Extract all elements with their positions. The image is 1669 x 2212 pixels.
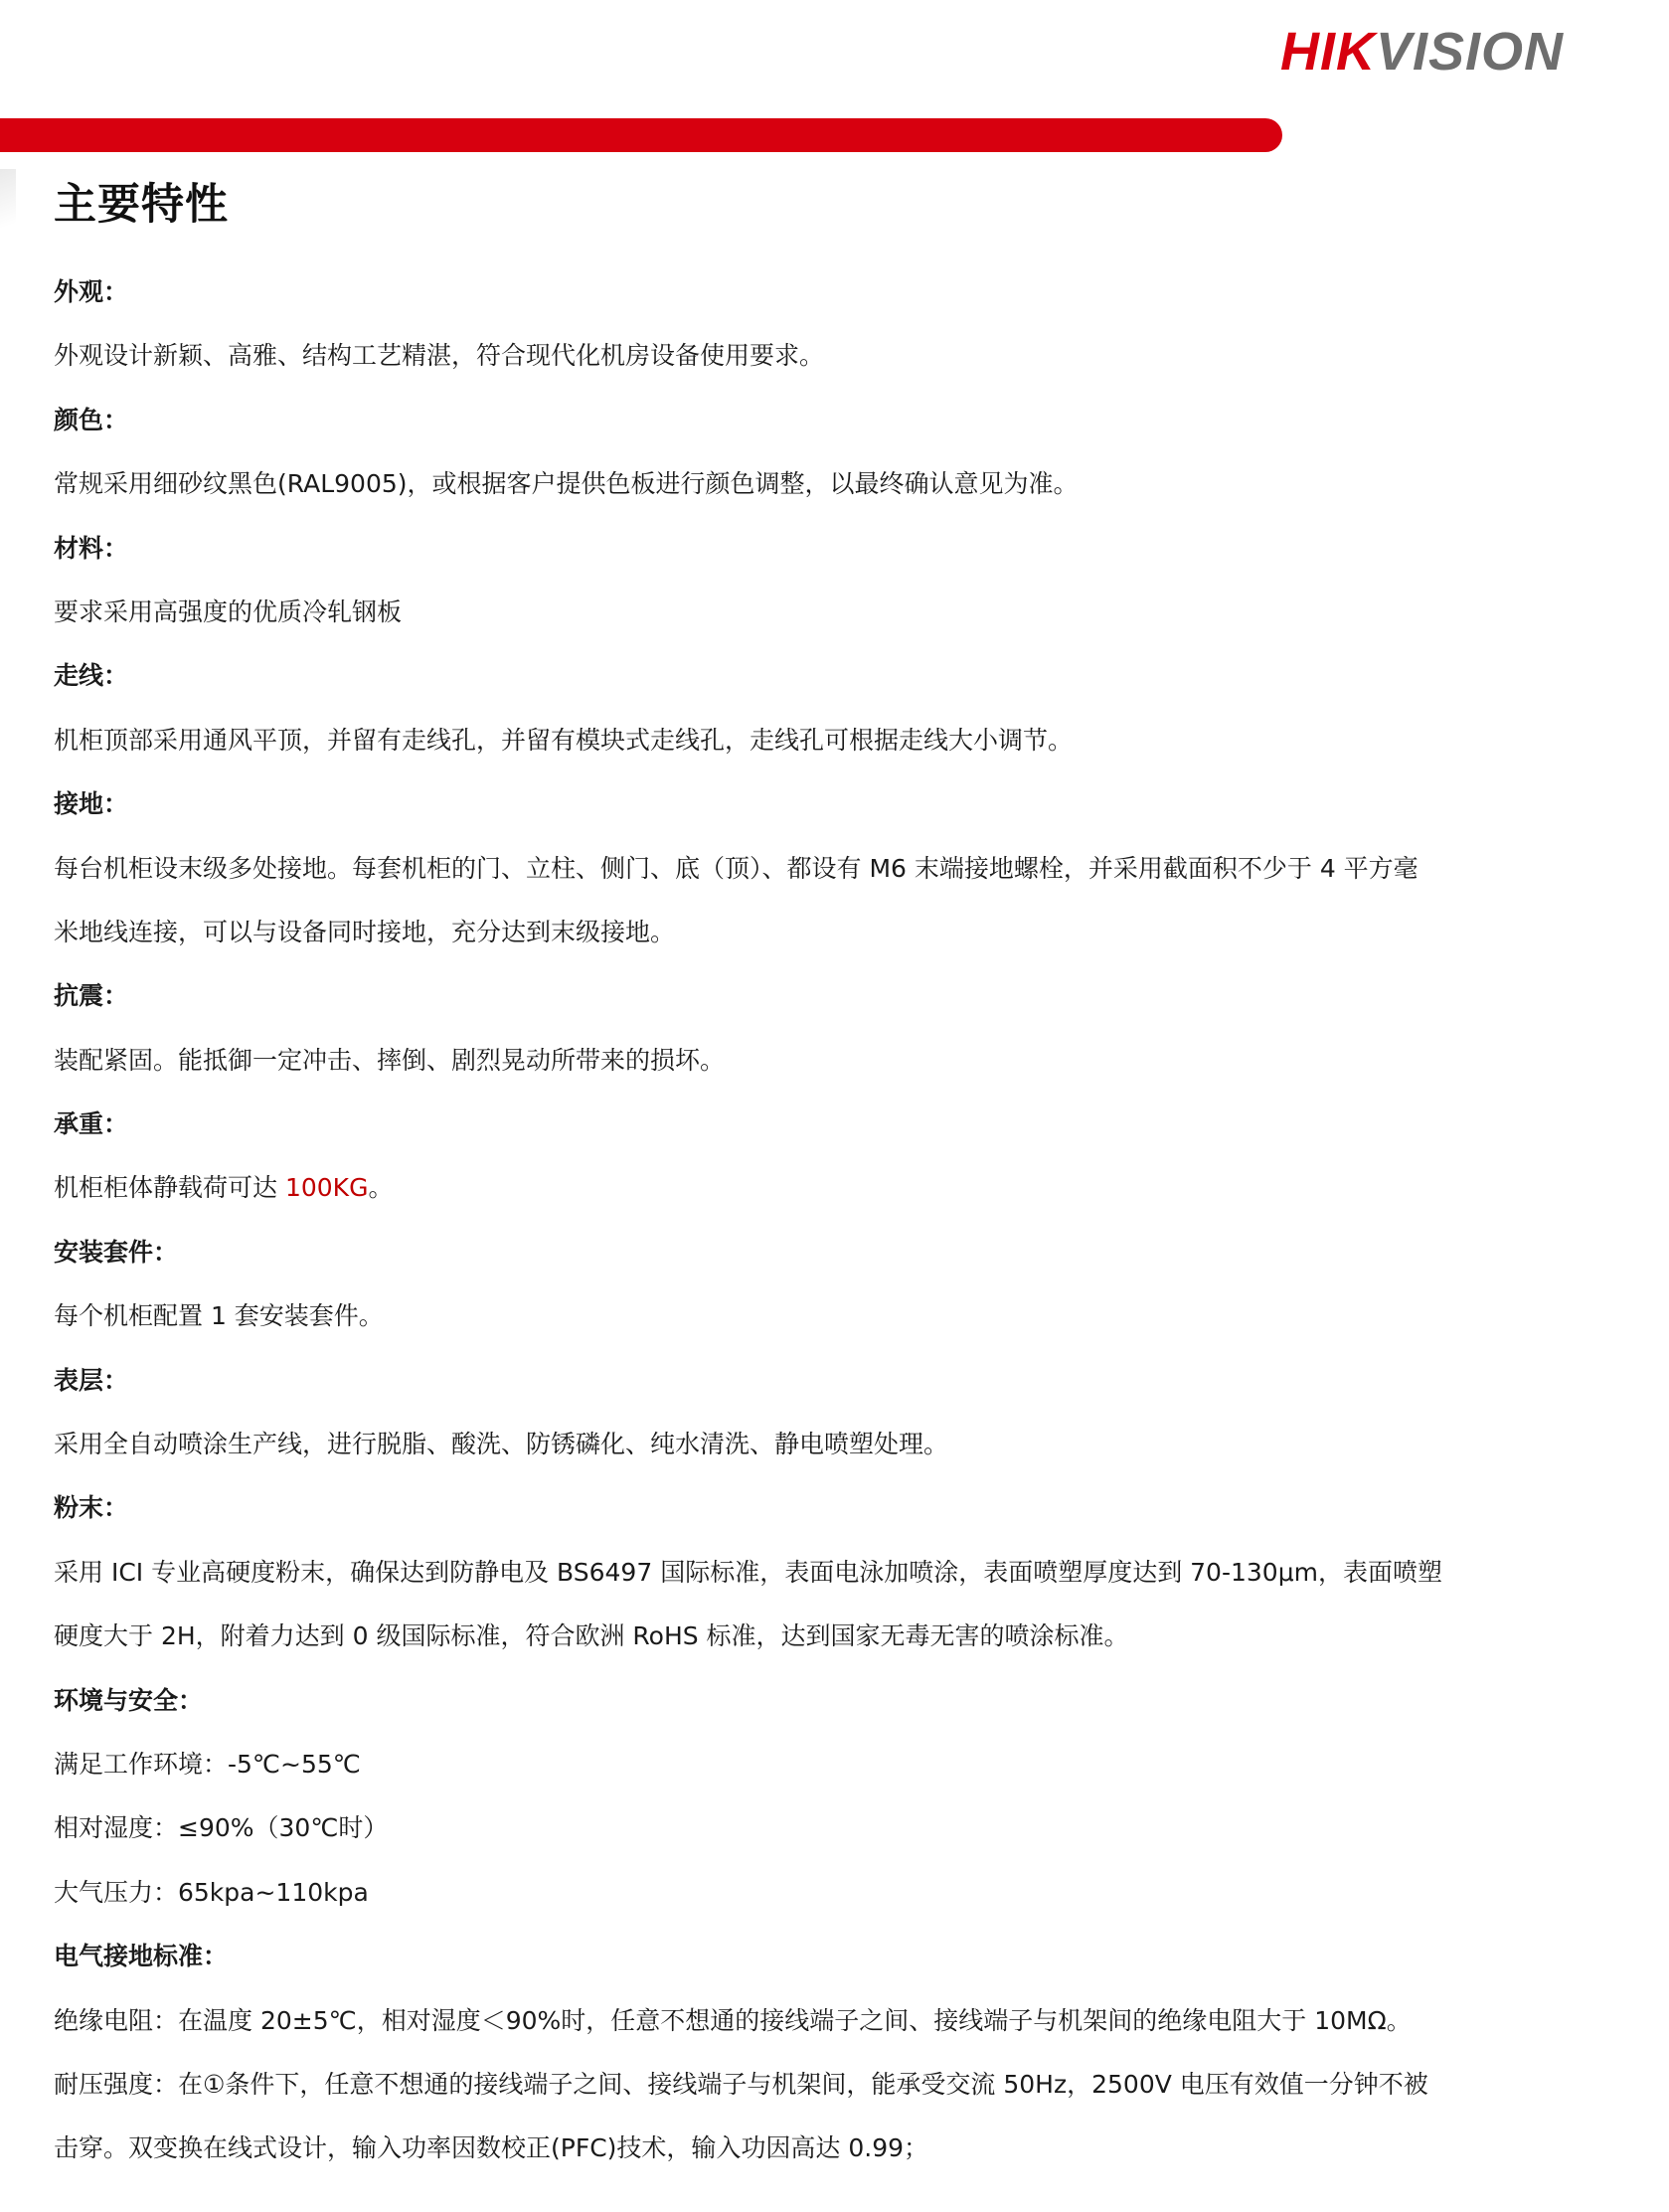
text-grounding-2: 米地线连接，可以与设备同时接地，充分达到末级接地。 — [54, 917, 676, 946]
text-load — [54, 1165, 1604, 1229]
decorative-corner-mark — [0, 169, 16, 239]
text-env-temperature: 满足工作环境：-5℃~55℃ — [54, 1749, 361, 1779]
text-powder-1: 采用 ICI 专业高硬度粉末，确保达到防静电及 BS6497 国际标准，表面电泳加喷涂，表面喷塑厚度达到 70-130μm，表面喷塑 — [54, 1557, 1442, 1587]
page-title: 主要特性 — [54, 180, 229, 230]
text-env-humidity: 相对湿度：≤90%（30℃时） — [54, 1813, 389, 1843]
heading-electrical: 电气接地标准： — [54, 1942, 229, 1971]
header-red-bar — [0, 118, 1282, 152]
heading-seismic: 抗震： — [54, 981, 129, 1011]
text-install-kit: 每个机柜配置 1 套安装套件。 — [54, 1301, 384, 1331]
text-powder-2: 硬度大于 2H，附着力达到 0 级国际标准，符合欧洲 RoHS 标准，达到国家无毒无害的喷涂标准。 — [54, 1621, 1129, 1651]
features-content — [54, 269, 1604, 2190]
text-appearance: 外观设计新颖、高雅、结构工艺精湛，符合现代化机房设备使用要求。 — [54, 341, 825, 371]
heading-appearance: 外观： — [54, 277, 129, 306]
heading-powder: 粉末： — [54, 1493, 129, 1523]
heading-install-kit: 安装套件： — [54, 1237, 179, 1267]
heading-environment: 环境与安全： — [54, 1685, 204, 1715]
text-material: 要求采用高强度的优质冷轧钢板 — [54, 596, 403, 626]
logo-vision-text: VISION — [1376, 22, 1565, 82]
text-withstand-2: 击穿。双变换在线式设计，输入功率因数校正(PFC)技术，输入功因高达 0.99； — [54, 2133, 929, 2163]
logo-hik-text: HIK — [1280, 22, 1376, 82]
heading-load: 承重： — [54, 1109, 129, 1139]
hikvision-logo — [1280, 22, 1564, 82]
text-grounding-1: 每台机柜设末级多处接地。每套机柜的门、立柱、侧门、底（顶）、都设有 M6 末端接地螺栓，并采用截面积不少于 4 平方毫 — [54, 853, 1419, 883]
text-withstand-1: 耐压强度：在①条件下，任意不想通的接线端子之间、接线端子与机架间，能承受交流 50Hz，2500V 电压有效值一分钟不被 — [54, 2069, 1428, 2099]
text-load-suffix: 。 — [368, 1173, 394, 1203]
text-seismic: 装配紧固。能抵御一定冲击、摔倒、剧烈晃动所带来的损坏。 — [54, 1045, 726, 1075]
text-env-pressure: 大气压力：65kpa~110kpa — [54, 1877, 369, 1907]
text-color: 常规采用细砂纹黑色(RAL9005)，或根据客户提供色板进行颜色调整，以最终确认意见为准。 — [54, 469, 1079, 499]
text-load-prefix: 机柜柜体静载荷可达 — [54, 1173, 285, 1203]
heading-cabling: 走线： — [54, 661, 129, 691]
load-value-highlight: 100KG — [284, 1173, 369, 1203]
heading-material: 材料： — [54, 533, 129, 563]
heading-color: 颜色： — [54, 405, 129, 434]
text-cabling: 机柜顶部采用通风平顶，并留有走线孔，并留有模块式走线孔，走线孔可根据走线大小调节。 — [54, 725, 1074, 755]
heading-surface: 表层： — [54, 1365, 129, 1395]
heading-grounding: 接地： — [54, 789, 129, 819]
text-surface: 采用全自动喷涂生产线，进行脱脂、酸洗、防锈磷化、纯水清洗、静电喷塑处理。 — [54, 1430, 949, 1459]
text-insulation: 绝缘电阻：在温度 20±5℃，相对湿度＜90%时，任意不想通的接线端子之间、接线端子与机架间的绝缘电阻大于 10MΩ。 — [54, 2005, 1412, 2035]
